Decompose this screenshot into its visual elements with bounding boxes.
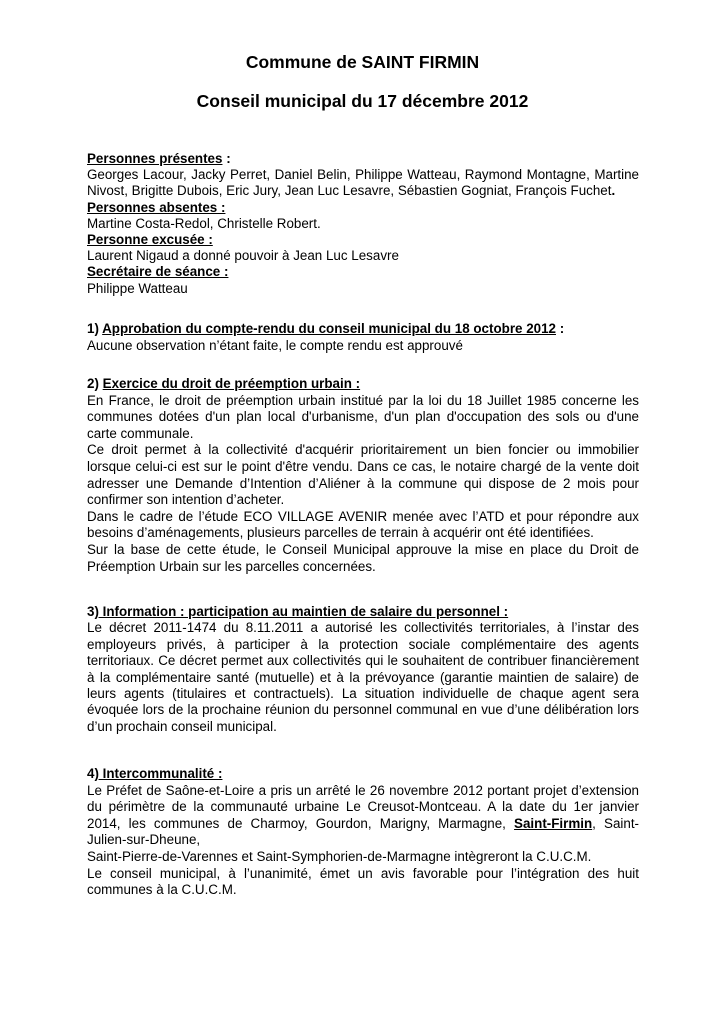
section-3-line: Le décret 2011-1474 du 8.11.2011 a autorisé les collectivités territoriales, à l’instar des [87,620,639,636]
section-3-heading [87,604,639,620]
present-names-period: . [611,183,616,199]
section-1-number: 1) [87,321,103,336]
secretary-label: Secrétaire de séance : [87,264,229,280]
section-3-line: à la complémentaire santé (mutuelle) et à la prévoyance (garantie maintien de salaire) de [87,669,639,685]
section-3-line: employeurs privés, à participer à la protection sociale complémentaire des agents [87,636,639,652]
section-4-line: Le Préfet de Saône-et-Loire a pris un arrêté le 26 novembre 2012 portant projet d’extension [87,782,639,798]
excused-label: Personne excusée : [87,232,213,248]
excused-text: Laurent Nigaud a donné pouvoir à Jean Luc Lesavre [87,248,399,264]
section-3-line: évoquée lors de la prochaine réunion du personnel communal en vue d’une délibération lors [87,702,639,718]
present-names-line-2 [87,183,639,199]
page-title: Commune de SAINT FIRMIN [245,52,480,72]
absent-names: Martine Costa-Redol, Christelle Robert. [87,215,321,231]
section-2-line: Dans le cadre de l’étude ECO VILLAGE AVENIR menée avec l’ATD et pour répondre aux [87,508,639,524]
section-1-text: Aucune observation n’étant faite, le compte rendu est approuvé [87,337,463,353]
section-4-line: du périmètre de la communauté urbaine Le Creusot-Montceau. A la date du 1er janvier [87,799,639,815]
section-2-line: Sur la base de cette étude, le Conseil Municipal approuve la mise en place du Droit de [87,541,639,557]
section-3-line: leurs agents (titulaires et contractuels). La situation individuelle de chaque agent sera [87,686,639,702]
section-4-number: 4 [87,766,95,781]
attendance-block [87,151,639,297]
section-1-title-suffix: : [556,321,565,336]
section-4-heading [87,766,639,783]
present-heading [87,151,639,167]
section-2-title: Exercice du droit de préemption urbain : [102,376,361,391]
section-4-line: communes à la C.U.C.M. [87,882,237,898]
section-1-heading [87,321,639,338]
section-2-line: Ce droit permet à la collectivité d'acquérir prioritairement un bien foncier ou immobilier [87,442,639,458]
section-2-line: carte communale. [87,425,194,441]
section-1 [87,321,639,354]
section-3-line: d’un prochain conseil municipal. [87,718,277,734]
present-names-line-1: Georges Lacour, Jacky Perret, Daniel Belin, Philippe Watteau, Raymond Montagne, Martine [87,167,639,183]
section-4-title: ) Intercommunalité : [94,766,223,781]
absent-label: Personnes absentes : [87,199,226,215]
section-2-line: Préemption Urbain sur les parcelles concernées. [87,558,376,574]
section-4-line-3-start: 2014, les communes de Charmoy, Gourdon, Marigny, Marmagne, [87,815,515,831]
section-4-line: Saint-Pierre-de-Varennes et Saint-Symphorien-de-Marmagne intègreront la C.U.C.M. [87,848,592,864]
present-label-suffix: : [222,151,231,166]
section-3 [87,604,639,735]
section-2-line: communes dotées d'un plan local d'urbanisme, d'un plan d'occupation des sols ou d'une [87,409,639,425]
section-4-line-3-end: , Saint- [592,815,640,831]
section-2-line: adresser une Demande d’Intention d’Aliéner à la commune qui dispose de 2 mois pour [87,475,639,491]
section-2-number: 2) [87,376,103,391]
section-4-line: Julien-sur-Dheune, [87,832,201,848]
section-2-line: besoins d’aménagements, plusieurs parcelles de terrain à acquérir ont été identifiées. [87,525,594,541]
section-2 [87,376,639,575]
section-2-line: En France, le droit de préemption urbain institué par la loi du 18 Juillet 1985 concerne les [87,392,639,408]
present-names-text: Nivost, Brigitte Dubois, Eric Jury, Jean Luc Lesavre, Sébastien Gogniat, François Fuchet [87,183,612,199]
secretary-name: Philippe Watteau [87,280,188,296]
section-3-number: 3 [87,604,95,619]
section-3-title: ) Information : participation au maintien de salaire du personnel : [94,604,509,619]
section-2-line: confirmer son intention d’acheter. [87,492,285,508]
section-4 [87,766,639,899]
section-2-line: lorsque celui-ci est sur le point d'être vendu. Dans ce cas, le notaire chargé de la vente doit [87,458,639,474]
section-4-highlight-commune: Saint-Firmin [514,815,593,831]
page-subtitle: Conseil municipal du 17 décembre 2012 [196,91,529,111]
present-label: Personnes présentes [87,151,223,166]
section-4-line-3 [87,816,639,833]
section-2-heading [87,376,639,393]
section-3-line: territoriaux. Ce décret permet aux collectivités qui le souhaitent de contribuer financièrement [87,653,639,669]
section-1-title: Approbation du compte-rendu du conseil municipal du 18 octobre 2012 [102,321,556,336]
section-4-line: Le conseil municipal, à l’unanimité, émet un avis favorable pour l’intégration des huit [87,865,639,881]
